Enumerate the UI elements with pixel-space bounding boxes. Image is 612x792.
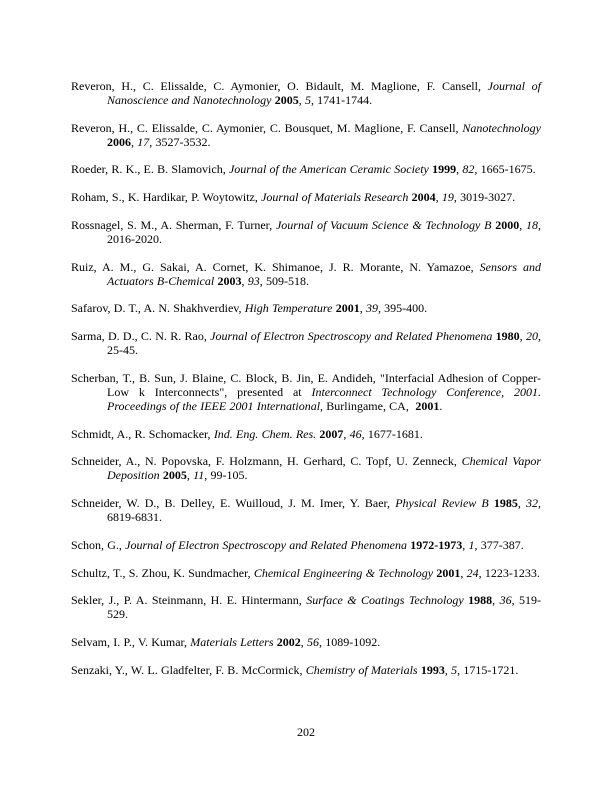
reference-entry: [71, 567, 541, 581]
reference-entry: [71, 191, 541, 205]
reference-segment: 2002: [276, 635, 301, 650]
reference-segment: Surface & Coatings Technology: [306, 593, 469, 608]
reference-segment: , 3527-3532.: [149, 134, 211, 149]
reference-segment: Chemical Vapor Deposition: [107, 454, 541, 483]
reference-segment: Interconnect Technology Conference, 2001. Proceedings of the IEEE 2001 International: [107, 384, 541, 413]
reference-segment: Schultz, T., S. Zhou, K. Sundmacher,: [71, 565, 254, 580]
reference-segment: , 1741-1744.: [310, 92, 373, 107]
reference-segment: 2005: [162, 468, 187, 483]
reference-segment: 5: [451, 662, 458, 677]
reference-segment: ,: [456, 162, 463, 177]
reference-segment: Sekler, J., P. A. Steinmann, H. E. Hintermann,: [71, 593, 307, 608]
reference-segment: 11: [193, 468, 205, 483]
reference-segment: 17: [137, 134, 150, 149]
references-list: [71, 80, 541, 692]
reference-segment: Senzaki, Y., W. L. Gladfelter, F. B. McCormick,: [71, 662, 306, 677]
reference-entry: [71, 636, 541, 650]
reference-segment: Journal of Materials Research: [261, 190, 412, 205]
reference-segment: Reveron, H., C. Elissalde, C. Aymonier, C. Bousquet, M. Maglione, F. Cansell,: [71, 120, 463, 135]
reference-segment: Rossnagel, S. M., A. Sherman, F. Turner,: [71, 218, 276, 232]
reference-entry: [71, 428, 541, 442]
reference-segment: , 377-387.: [474, 537, 524, 552]
reference-segment: 2006: [107, 134, 131, 149]
reference-segment: , 1089-1092.: [319, 635, 381, 650]
reference-segment: 2005: [274, 92, 299, 107]
reference-entry: [71, 594, 541, 622]
reference-segment: 1: [468, 537, 475, 552]
reference-segment: Journal of Electron Spectroscopy and Related Phenomena: [125, 537, 411, 552]
reference-entry: [71, 122, 541, 150]
reference-segment: Nanotechnology: [462, 120, 541, 135]
reference-segment: Sarma, D. D., C. N. R. Rao,: [71, 329, 211, 344]
reference-entry: [71, 302, 541, 316]
reference-segment: ,: [462, 537, 469, 552]
reference-segment: 2007: [319, 426, 344, 441]
reference-segment: ,: [444, 662, 452, 677]
reference-segment: High Temperature: [244, 301, 336, 316]
reference-segment: Chemistry of Materials: [305, 662, 421, 677]
reference-segment: , 395-400.: [377, 301, 428, 316]
reference-segment: ,: [460, 565, 467, 580]
reference-segment: ,: [186, 468, 194, 483]
reference-segment: Journal of the American Ceramic Society: [228, 162, 433, 177]
reference-segment: , 6819-6831.: [107, 496, 541, 524]
reference-segment: 36: [499, 593, 512, 608]
reference-segment: .: [439, 398, 443, 413]
reference-entry: [71, 497, 541, 525]
reference-segment: 82: [462, 162, 475, 177]
reference-segment: ,: [517, 496, 526, 511]
reference-segment: Materials Letters: [190, 635, 277, 650]
reference-segment: , 25-45.: [107, 329, 541, 358]
reference-segment: ,: [131, 134, 138, 149]
reference-entry: [71, 80, 541, 108]
reference-segment: Reveron, H., C. Elissalde, C. Aymonier, O. Bidault, M. Maglione, F. Cansell,: [71, 79, 488, 93]
reference-segment: Journal of Nanoscience and Nanotechnology: [107, 79, 542, 107]
reference-entry: [71, 163, 541, 177]
reference-segment: 2003: [217, 273, 242, 288]
reference-segment: 1980: [495, 329, 520, 344]
reference-segment: Schon, G.,: [71, 537, 126, 552]
reference-segment: ,: [241, 273, 248, 288]
reference-segment: , 2016-2020.: [107, 218, 541, 246]
reference-segment: Journal of Electron Spectroscopy and Related Phenomena: [210, 329, 496, 344]
reference-segment: 19: [441, 190, 454, 205]
reference-segment: 1999: [432, 162, 457, 177]
reference-segment: , 3019-3027.: [453, 190, 516, 205]
reference-segment: 56: [307, 635, 320, 650]
reference-segment: 1988: [468, 593, 493, 608]
reference-segment: ,: [343, 426, 350, 441]
reference-segment: 18: [526, 218, 538, 232]
reference-segment: 2004: [411, 190, 436, 205]
reference-entry: [71, 261, 541, 289]
reference-segment: Roeder, R. K., E. B. Slamovich,: [71, 162, 229, 177]
reference-segment: 2001: [415, 398, 440, 413]
reference-segment: Schneider, A., N. Popovska, F. Holzmann, H. Gerhard, C. Topf, U. Zenneck,: [71, 454, 462, 469]
reference-segment: Schmidt, A., R. Schomacker,: [71, 426, 214, 441]
reference-entry: [71, 330, 541, 358]
reference-segment: Scherban, T., B. Sun, J. Blaine, C. Block, B. Jin, E. Andideh, "Interfacial Adhesion of Copper-Low k Interconnects", presented at: [71, 370, 541, 399]
reference-segment: 20: [525, 329, 538, 344]
reference-segment: 24: [466, 565, 479, 580]
reference-segment: 1993: [420, 662, 445, 677]
reference-segment: Schneider, W. D., B. Delley, E. Wuilloud, J. M. Imer, Y. Baer,: [71, 496, 396, 511]
reference-segment: 2000: [495, 218, 520, 232]
reference-segment: , 1715-1721.: [457, 662, 519, 677]
reference-segment: , 1665-1675.: [474, 162, 536, 177]
reference-segment: , Burlingame, CA,: [320, 398, 416, 413]
reference-segment: ,: [300, 635, 308, 650]
reference-segment: Selvam, I. P., V. Kumar,: [71, 635, 191, 650]
reference-segment: ,: [492, 593, 500, 608]
reference-segment: Physical Review B: [395, 496, 494, 511]
reference-segment: Ind. Eng. Chem. Res.: [213, 426, 320, 441]
reference-entry: [71, 219, 541, 247]
reference-segment: Sensors and Actuators B-Chemical: [107, 259, 542, 288]
reference-segment: ,: [359, 301, 366, 316]
reference-entry: [71, 664, 541, 678]
reference-segment: , 1223-1233.: [478, 565, 540, 580]
reference-segment: 39: [365, 301, 378, 316]
reference-segment: Chemical Engineering & Technology: [253, 565, 437, 580]
reference-segment: 1972-1973: [410, 537, 463, 552]
reference-segment: Journal of Vacuum Science & Technology B: [275, 218, 496, 232]
reference-segment: Ruiz, A. M., G. Sakai, A. Cornet, K. Shimanoe, J. R. Morante, N. Yamazoe,: [71, 259, 480, 274]
reference-segment: 32: [525, 496, 538, 511]
reference-segment: ,: [519, 218, 526, 232]
reference-segment: , 519-529.: [107, 593, 541, 622]
reference-segment: 1985: [493, 496, 518, 511]
reference-entry: [71, 539, 541, 553]
reference-segment: , 99-105.: [204, 468, 248, 483]
reference-segment: , 1677-1681.: [361, 426, 423, 441]
reference-segment: 2001: [436, 565, 461, 580]
reference-segment: ,: [519, 329, 526, 344]
reference-entry: [71, 455, 541, 483]
reference-segment: ,: [435, 190, 442, 205]
reference-segment: Roham, S., K. Hardikar, P. Woytowitz,: [71, 190, 262, 205]
reference-segment: 46: [349, 426, 362, 441]
reference-segment: 93: [247, 273, 260, 288]
reference-segment: Safarov, D. T., A. N. Shakhverdiev,: [71, 301, 245, 316]
reference-segment: 5: [304, 92, 311, 107]
reference-segment: ,: [298, 92, 305, 107]
reference-segment: 2001: [335, 301, 360, 316]
reference-entry: [71, 372, 541, 414]
page-number: 202: [297, 725, 315, 739]
reference-segment: , 509-518.: [259, 273, 309, 288]
